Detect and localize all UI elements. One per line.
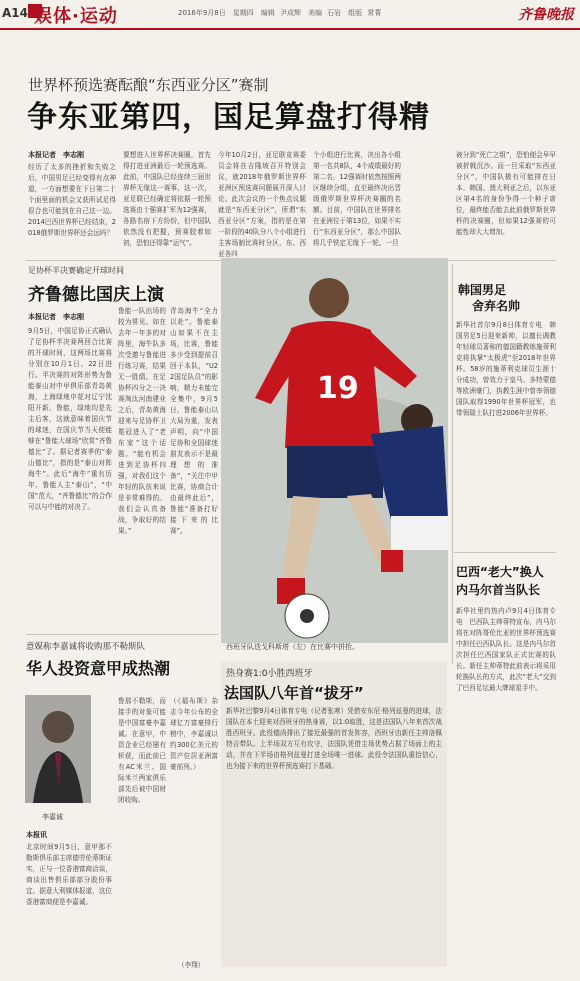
qilu-column-2: 鲁能一队出场的较为常见。如在去年一年多的对阵里，海牛队多次受邀与鲁能进行练习赛，结果无一胜绩。在足协杯四分之一决赛淘汰河南建业之后，青岛黄海迎来与足协杯卫冕冠进入了“老东家”这个话题。“能有机会进到足协杯四强，对我们这个年轻的队伍来说是非常难得的。我们会认真备战，争取好的结果。” [118, 307, 166, 535]
qilu-headline: 齐鲁德比国庆上演 [28, 285, 164, 305]
jersey-number: 19 [317, 371, 359, 406]
photo-caption: 西班牙队迭戈科斯塔（左）在比赛中拼抢。 [226, 643, 359, 651]
investment-kicker: 意媒称李嘉诚将收购那不勒斯队 [26, 642, 146, 652]
investment-column-2: 鲁那不勒斯，而接手的对象可能是中国富豪李嘉诚。在意甲，中资企业已经屡有斩获，而此前已有AC米兰、国际米兰两家俱乐部先后被中国财团收购。 [118, 697, 166, 804]
brazil-headline-line2: 内马尔首当队长 [456, 583, 541, 597]
korea-headline-line1: 韩国男足 [458, 283, 507, 297]
main-column-3: 今年10月2日，亚足联竞赛委员会将在吉隆坡召开特别会议，就2018年俄罗斯世界杯亚洲区预选赛问题展开深入讨论。此次会议的一个焦点议题就是“东西亚分区”，所谓“东西亚分区”方案，指的是在第一阶段的40队分八个小组进行主客场制比赛时分区，东、西亚各四 [218, 151, 306, 258]
investment-column-3: （《福布斯》杂志今年公布的全球亿万富豪排行榜中，李嘉诚以约300亿美元的资产位居亚洲富豪前列。） [170, 697, 218, 771]
brazil-headline-line1: 巴西“老大”换人 [456, 565, 544, 579]
main-column-4: 个小组进行比赛，决出各小组第一名共8队，4个成绩最好的第二名，12强赛时依然按照两区继续分组，直至最终决出晋级俄罗斯世界杯决赛圈的名额。目前，中国队在世界排名在亚洲位于第13位，如果不实行“东西亚分区”，那么中国队将几乎铁定无缘下一轮。一旦 [313, 151, 401, 247]
football-players-illustration [221, 258, 448, 643]
main-column-5: 被分到“死亡之组”，恐怕便会早早被折戟沉沙。而一旦采取“东西亚分区”，中国队极有可能排在日本、韩国、澳大利亚之后，以东亚区第4名的身份争得一个种子席位，最终能否能去此前俄罗斯世界杯的决赛圈，但如果12强赛的可能性却大大增加。 [456, 151, 556, 236]
investment-byline: 本报讯 [26, 831, 47, 839]
korea-body: 新华社首尔9月8日体育专电 韩国男足5日迎来新帅，以擅长调教年轻球员著称的德国籍教练施蒂利克将执掌“太极虎”至2018年世界杯。58岁的施蒂利克球员生涯十分成功，曾效力于皇马、多特蒙德等欧洲豪门，执教生涯中曾率领德国队取得1990年世界杯冠军，也带领瑞士队打进2006年世界杯。 [456, 321, 556, 417]
brazil-body: 新华社里约热内卢9月4日体育专电 巴西队主帅蒂特宣布，内马尔将在对阵哥伦比亚的世界杯预选赛中担任巴西队队长。这是内马尔首次担任巴西国家队正式比赛的队长。新任主帅蒂特此前表示将采用轮换队长的方式，此次“老大”交到了巴西足坛最大牌球星手中。 [456, 607, 556, 692]
investment-column-1: 北京时间9月5日，意甲那不勒斯俱乐部主席德劳伦蒂斯证实，正与一位香港富商洽谈，商谈出售俱乐部部分股份事宜。据意大利媒体报道，这位香港富商便是李嘉诚。 [26, 843, 112, 906]
main-column-1: 经历了太多的挫折和失败之后，中国男足已经变得有点神道，一方面想要在下日第二十个面里面的机会又获所试足得很合也可能到在自己这一边。2014巴西世界杯已经结束，2018俄罗斯世界杯还会远吗？ [28, 163, 116, 237]
header-rule [0, 28, 580, 30]
brazil-divider [454, 552, 556, 553]
main-column-2: 要想进入世界杯决赛圈，首先得打进亚洲最后一轮预选赛。此前，中国队已经连续三届世界杯无缘这一赛事，这一次，亚足联已经确定将依据一轮预选赛由十强赛扩军为12强赛，各路名宿下方纷纷，但中国队依然没有把握，预赛胶着如初，恐怕还得靠“运气”。 [123, 151, 211, 247]
qilu-column-1: 9月5日，中国足协正式确认了足协杯半决赛两回合比赛的开球时间，这两场比赛将分别在10月1日、22日进行。半决赛的对阵形势为鲁能泰山对中甲俱乐部青岛黄海，上海绿地申花对辽宁沈阳开新。鲁能，绿地均是先主后客，这就意味着国庆节的球迷，在国庆节当天便能够在“鲁能大球场”欣赏“齐鲁德比”了。据记者赛季的“泰山德比”，指的是“泰山对阵海牛”。此后“海牛”重有历年，鲁能人主“泰山”，“中国”范大，“齐鲁德比”的合作可以与中能的对决了。 [28, 327, 112, 511]
issue-meta: 2016年9月8日 星期四 编辑 尹成辉 美编 石岩 组版 常菁 [178, 9, 382, 17]
portrait-caption: 李嘉诚 [42, 813, 63, 821]
france-headline: 法国队八年首“拔牙” [224, 684, 364, 702]
qilu-kicker: 足协杯半决赛确定开球时间 [28, 266, 124, 275]
france-body: 新华社巴黎9月4日体育专电（记者张寒）凭借安东尼·格列兹曼的进球，法国队在本土迎来对西班牙的热身赛，以1:0取胜，这是法国队八年来首次战胜西班牙。此役德尚排出了接近最强的首发阵容，西班牙由新任主帅洛佩特吉带队。上半场双方互有攻守，法国队凭借主场优势占据了场面上的主动，并在下半场由格列兹曼打进全场唯一进球。此役令法国队重拾信心，也为接下来的世界杯预选赛打下基础。 [226, 707, 442, 770]
qilu-column-3: 青岛海牛“全力以赴”。鲁能泰山如果不在主场，比赛，鲁能多少受到提前召回于本队，“U22国足队员”的影响，精力未能完全集中，9月5日，鲁能泰山以大局为重，发表声明，向“中国足协和全国球迷朋友表示不是最理想的准备”，“关注中甲比赛，协商合计由最终此后”，鲁能“准备打好接下来的比赛”。 [170, 307, 218, 535]
column-divider [452, 264, 453, 664]
investment-divider [26, 634, 218, 635]
newspaper-logo: 齐鲁晚报 [518, 7, 574, 23]
portrait-illustration [25, 695, 91, 803]
france-kicker: 热身赛1:0小胜西班牙 [226, 669, 313, 679]
page-number: A14 [2, 6, 28, 20]
match-photo [221, 258, 448, 643]
main-byline: 本报记者 李志刚 [28, 151, 84, 159]
korea-headline-line2: 舍弃名帅 [472, 299, 521, 313]
main-headline: 争东亚第四，国足算盘打得精 [27, 100, 430, 135]
investment-headline: 华人投资意甲成热潮 [26, 659, 171, 678]
section-title: 娱体·运动 [34, 6, 118, 27]
portrait-photo [25, 695, 91, 803]
main-overline: 世界杯预选赛酝酿“东西亚分区”赛制 [28, 76, 269, 94]
qilu-byline: 本报记者 李志刚 [28, 313, 84, 321]
investment-author: （李翔） [178, 961, 205, 969]
